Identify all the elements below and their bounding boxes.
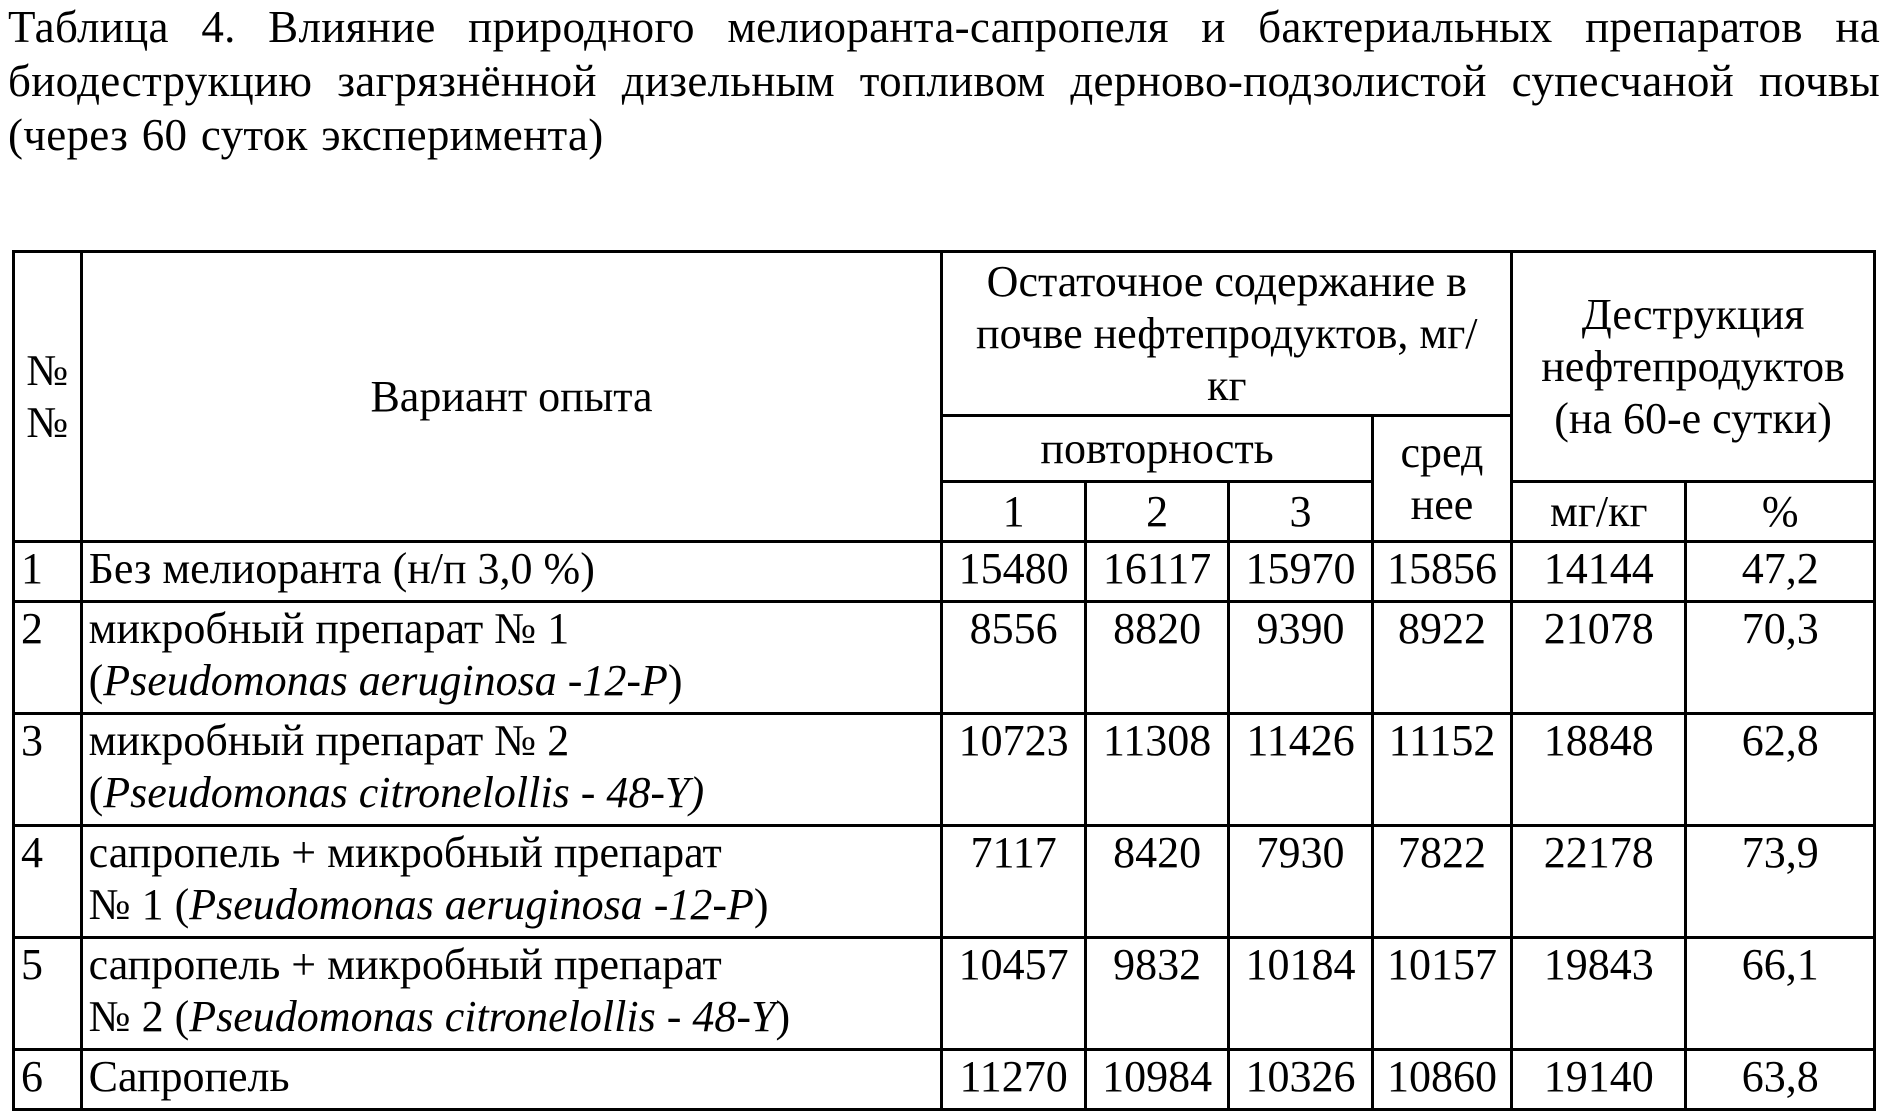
variant-suffix: ): [667, 656, 683, 705]
value-rep-3: 10326: [1229, 1050, 1372, 1110]
value-rep-2: 10984: [1085, 1050, 1228, 1110]
header-residual: Остаточное содержание в почве нефтепродуктов, мг/кг: [942, 252, 1512, 416]
header-rep-2: 2: [1085, 482, 1228, 542]
value-rep-2: 16117: [1085, 542, 1228, 602]
value-rep-1: 7117: [942, 826, 1085, 938]
row-number: 4: [14, 826, 82, 938]
value-destruction-pct: 62,8: [1686, 714, 1875, 826]
row-number: 3: [14, 714, 82, 826]
value-destruction-mg: 19843: [1512, 938, 1686, 1050]
variant-line-2: [89, 991, 935, 1043]
value-destruction-pct: 66,1: [1686, 938, 1875, 1050]
table-row: [14, 938, 1875, 1050]
table-row: [14, 542, 1875, 602]
value-destruction-mg: 14144: [1512, 542, 1686, 602]
value-rep-3: 15970: [1229, 542, 1372, 602]
row-number: 5: [14, 938, 82, 1050]
variant-line-2: [89, 655, 935, 707]
variant-line-1: Сапропель: [88, 1052, 290, 1101]
variant-prefix: № 2 (: [88, 992, 190, 1041]
header-variant: Вариант опыта: [81, 252, 942, 542]
header-mg-kg: мг/кг: [1512, 482, 1686, 542]
value-rep-2: 11308: [1085, 714, 1228, 826]
value-average: 7822: [1372, 826, 1511, 938]
row-number: 2: [14, 602, 82, 714]
value-average: 8922: [1372, 602, 1511, 714]
value-average: 10860: [1372, 1050, 1511, 1110]
strain-name: Pseudomonas aeruginosa -12-P: [103, 656, 668, 705]
value-rep-1: 15480: [942, 542, 1085, 602]
value-average: 10157: [1372, 938, 1511, 1050]
row-number: 6: [14, 1050, 82, 1110]
variant-prefix: (: [88, 656, 104, 705]
value-destruction-pct: 70,3: [1686, 602, 1875, 714]
table-row: [14, 1050, 1875, 1110]
row-variant: [81, 1050, 942, 1110]
row-variant: [81, 826, 942, 938]
header-rep-3: 3: [1229, 482, 1372, 542]
value-rep-2: 8820: [1085, 602, 1228, 714]
variant-line-1: сапропель + микробный препарат: [88, 828, 722, 877]
table-body: [14, 542, 1875, 1110]
value-rep-3: 9390: [1229, 602, 1372, 714]
value-destruction-mg: 22178: [1512, 826, 1686, 938]
value-average: 15856: [1372, 542, 1511, 602]
variant-suffix: ): [775, 992, 791, 1041]
value-average: 11152: [1372, 714, 1511, 826]
variant-line-1: сапропель + микробный препарат: [88, 940, 722, 989]
value-rep-1: 10723: [942, 714, 1085, 826]
value-rep-2: 8420: [1085, 826, 1228, 938]
strain-name: Pseudomonas citronelollis - 48-Y): [103, 768, 705, 817]
variant-prefix: № 1 (: [88, 880, 190, 929]
row-variant: [81, 602, 942, 714]
strain-name: Pseudomonas citronelollis - 48-Y: [189, 992, 776, 1041]
value-destruction-pct: 73,9: [1686, 826, 1875, 938]
variant-line-2: [89, 767, 935, 819]
value-rep-1: 8556: [942, 602, 1085, 714]
row-variant: [81, 542, 942, 602]
variant-line-1: микробный препарат № 2: [88, 716, 570, 765]
value-rep-2: 9832: [1085, 938, 1228, 1050]
header-average: сред нее: [1372, 416, 1511, 542]
row-variant: [81, 938, 942, 1050]
variant-line-2: [89, 879, 935, 931]
data-table: [12, 250, 1876, 1111]
value-rep-1: 10457: [942, 938, 1085, 1050]
value-rep-3: 7930: [1229, 826, 1372, 938]
header-rep-1: 1: [942, 482, 1085, 542]
value-rep-3: 10184: [1229, 938, 1372, 1050]
header-number: № №: [14, 252, 82, 542]
value-destruction-pct: 63,8: [1686, 1050, 1875, 1110]
row-variant: [81, 714, 942, 826]
variant-suffix: ): [753, 880, 769, 929]
value-destruction-mg: 21078: [1512, 602, 1686, 714]
table-row: [14, 714, 1875, 826]
value-destruction-pct: 47,2: [1686, 542, 1875, 602]
value-destruction-mg: 19140: [1512, 1050, 1686, 1110]
variant-line-1: Без мелиоранта (н/п 3,0 %): [88, 544, 595, 593]
header-percent: %: [1686, 482, 1875, 542]
table-caption: Таблица 4. Влияние природного мелиоранта-сапропеля и бактериальных препаратов на биодеструкцию загрязнённой дизельным топливом дерново-подзолистой супесчаной почвы (через 60 суток эксперимента): [8, 2, 1880, 160]
strain-name: Pseudomonas aeruginosa -12-P: [189, 880, 754, 929]
header-replicates: повторность: [942, 416, 1372, 482]
value-rep-3: 11426: [1229, 714, 1372, 826]
table-row: [14, 826, 1875, 938]
variant-line-1: микробный препарат № 1: [88, 604, 570, 653]
table-row: [14, 602, 1875, 714]
header-destruction: Деструкция нефтепродуктов (на 60-е сутки): [1512, 252, 1875, 482]
value-destruction-mg: 18848: [1512, 714, 1686, 826]
variant-prefix: (: [88, 768, 104, 817]
value-rep-1: 11270: [942, 1050, 1085, 1110]
row-number: 1: [14, 542, 82, 602]
